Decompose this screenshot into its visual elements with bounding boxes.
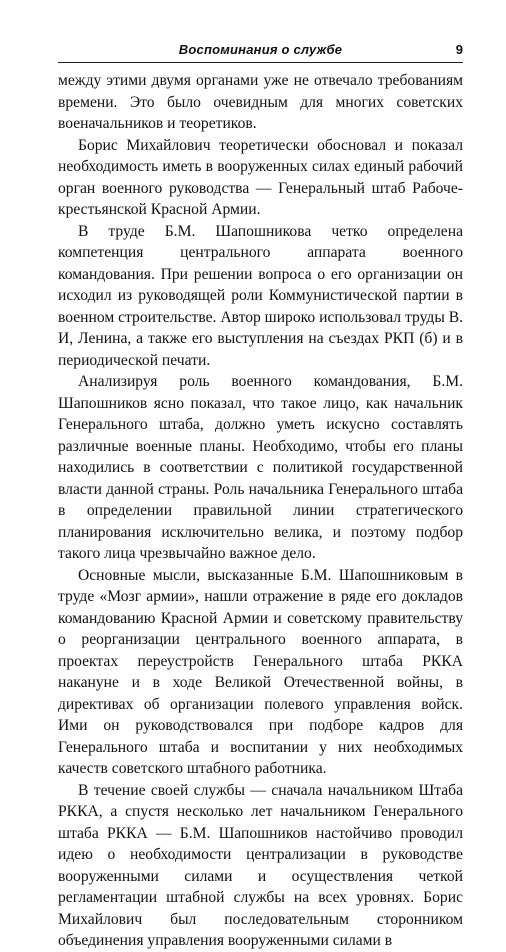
paragraph: В труде Б.М. Шапошникова четко определена компетенция центрального аппарата военного командования. При решении вопроса о его организации он исходил из руководящей роли Коммунистической партии в военном строительстве. Автор широко использовал труды В. И, Ленина, а также его выступления на съездах РКП (б) и в периодической печати.	[58, 222, 463, 369]
running-title: Воспоминания о службе	[178, 42, 343, 57]
paragraph: Анализируя роль военного командования, Б.М. Шапошников ясно показал, что такое лицо, как начальник Генерального штаба, должно уметь искусно составлять различные военные планы. Необходимо, чтобы его планы находились в соответствии с политикой государственной власти данной страны. Роль начальника Генерального штаба в определении правильной линии стратегического планирования исключительно велика, и поэтому подбор такого лица чрезвычайно важное дело.	[58, 373, 463, 562]
paragraph: Борис Михайлович теоретически обосновал и показал необходимость иметь в вооруженных силах единый рабочий орган военного руководства — Генеральный штаб Рабоче-крестьянской Красной Армии.	[58, 136, 463, 218]
page-number: 9	[455, 42, 463, 57]
running-header	[58, 42, 463, 63]
paragraph: Основные мысли, высказанные Б.М. Шапошниковым в труде «Мозг армии», нашли отражение в ряде его докладов командованию Красной Армии и советскому правительству о реорганизации центрального военного аппарата, в проектах переустройств Генерального штаба РККА накануне и в ходе Великой Отечественной войны, в директивах об организации полевого управления войск. Ими он руководствовался при подборе кадров для Генерального штаба и воспитании у них необходимых качеств советского штабного работника.	[58, 566, 463, 777]
paragraph: между этими двумя органами уже не отвечало требованиям времени. Это было очевидным для многих советских военачальников и теоретиков.	[58, 72, 463, 132]
body-text	[58, 70, 463, 952]
paragraph: В течение своей службы — сначала начальником Штаба РККА, а спустя несколько лет начальником Генерального штаба РККА — Б.М. Шапошников настойчиво проводил идею о необходимости централизации в руководстве вооруженными силами и осуществления четкой регламентации штабной службы на всех уровнях. Борис Михайлович был последовательным сторонником объединения управления вооруженными силами в	[58, 781, 463, 949]
